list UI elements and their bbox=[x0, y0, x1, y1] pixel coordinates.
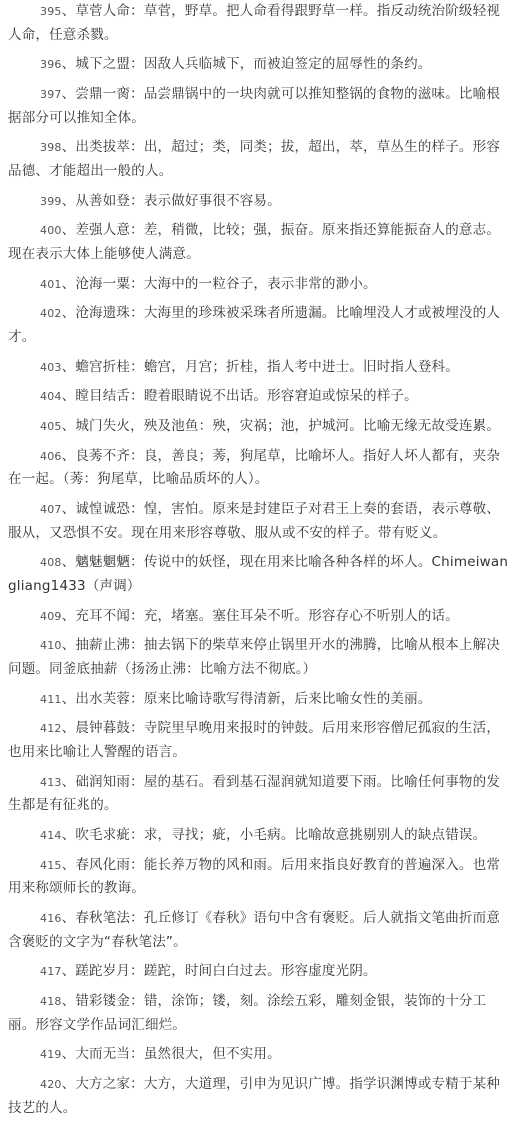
idiom-term: 础润知雨 bbox=[75, 773, 131, 790]
idiom-entry bbox=[8, 445, 509, 493]
idiom-term: 魑魅魍魉 bbox=[75, 554, 131, 571]
idiom-definition: ：蹉跎，时间白白过去。形容虚度光阴。 bbox=[130, 963, 377, 980]
entry-number: 408 bbox=[40, 556, 62, 570]
entry-separator: 、 bbox=[61, 358, 76, 375]
idiom-definition: ：差，稍微，比较；强，振奋。原来指还算能振奋人的意志。现在表示大体上能够使人满意。 bbox=[8, 222, 501, 263]
entry-number: 420 bbox=[40, 1078, 62, 1091]
idiom-term: 从善如登 bbox=[75, 192, 131, 209]
entry-separator: 、 bbox=[61, 85, 76, 102]
idiom-term: 大方之家 bbox=[75, 1076, 131, 1092]
entry-number: 409 bbox=[40, 609, 62, 623]
idiom-term: 充耳不闻 bbox=[75, 607, 131, 624]
idiom-term: 草菅人命 bbox=[75, 3, 131, 19]
entry-number: 413 bbox=[40, 775, 62, 789]
entry-number: 416 bbox=[40, 912, 62, 926]
idiom-definition: ：大海里的珍珠被采珠者所遗漏。比喻埋没人才或被埋没的人才。 bbox=[8, 305, 501, 346]
idiom-term: 春秋笔法 bbox=[75, 910, 131, 927]
idiom-definition: ：出，超过；类，同类；拔，超出，萃，草丛生的样子。形容品德、才能超出一般的人。 bbox=[8, 139, 501, 180]
entry-number: 406 bbox=[40, 449, 62, 463]
idiom-definition: ：传说中的妖怪，现在用来比喻各种各样的坏人。Chimeiwangliang1433（声调） bbox=[8, 554, 509, 595]
entry-separator: 、 bbox=[61, 305, 76, 322]
entry-number: 407 bbox=[40, 502, 62, 516]
idiom-definition: ：表示做好事很不容易。 bbox=[130, 192, 281, 209]
idiom-term: 诚惶诚恐 bbox=[75, 500, 131, 517]
idiom-term: 出水芙蓉 bbox=[75, 690, 131, 707]
entry-separator: 、 bbox=[61, 773, 76, 790]
idiom-term: 蟾宫折桂 bbox=[75, 358, 131, 375]
entry-number: 411 bbox=[40, 692, 62, 706]
idiom-definition: ：原来比喻诗歌写得清新，后来比喻女性的美丽。 bbox=[130, 690, 432, 707]
idiom-definition: ：良，善良；莠，狗尾草，比喻坏人。指好人坏人都有，夹杂在一起。（莠：狗尾草，比喻品质坏的人）。 bbox=[8, 447, 501, 488]
idiom-entry bbox=[8, 356, 509, 380]
entry-separator: 、 bbox=[61, 554, 76, 571]
entry-separator: 、 bbox=[61, 139, 76, 156]
entry-number: 419 bbox=[40, 1048, 62, 1062]
idiom-definition: ：求，寻找；疵，小毛病。比喻故意挑剔别人的缺点错误。 bbox=[130, 827, 487, 844]
idiom-definition: ：寺院里早晚用来报时的钟鼓。后用来形容僧尼孤寂的生活，也用来比喻让人警醒的语言。 bbox=[8, 720, 501, 761]
entry-number: 404 bbox=[40, 390, 62, 404]
entry-separator: 、 bbox=[61, 1046, 76, 1063]
entry-separator: 、 bbox=[61, 856, 76, 873]
idiom-definition: ：充，堵塞。塞住耳朵不听。形容存心不听别人的话。 bbox=[130, 607, 459, 624]
entry-separator: 、 bbox=[61, 720, 76, 737]
entry-number: 402 bbox=[40, 307, 62, 321]
idiom-definition: ：因敌人兵临城下，而被迫签定的屈辱性的条约。 bbox=[130, 56, 432, 73]
idiom-term: 良莠不齐 bbox=[75, 447, 131, 464]
idiom-entry bbox=[8, 634, 509, 682]
idiom-definition: ：孔丘修订《春秋》语句中含有褒贬。后人就指文笔曲折而意含褒贬的文字为“春秋笔法”。 bbox=[8, 910, 501, 950]
idiom-term: 瞠目结舌 bbox=[75, 388, 131, 405]
idiom-definition: ：错，涂饰；镂，刻。涂绘五彩，雕刻金银，装饰的十分工丽。形容文学作品词汇细烂。 bbox=[8, 993, 487, 1033]
entry-separator: 、 bbox=[61, 963, 76, 980]
idiom-definition: ：屋的基石。看到基石湿润就知道要下雨。比喻任何事物的发生都是有征兆的。 bbox=[8, 773, 501, 814]
entry-separator: 、 bbox=[61, 637, 76, 654]
idiom-definition: ：虽然很大，但不实用。 bbox=[130, 1046, 281, 1063]
entry-number: 418 bbox=[40, 995, 62, 1009]
idiom-entry bbox=[8, 1043, 509, 1067]
idiom-entry bbox=[8, 273, 509, 297]
idiom-term: 城下之盟 bbox=[75, 56, 131, 73]
entry-number: 396 bbox=[40, 58, 62, 72]
idiom-entry bbox=[8, 824, 509, 848]
idiom-definition: ：惶，害怕。原来是封建臣子对君王上奏的套语，表示尊敬、服从，又恐惧不安。现在用来形容尊敬、服从或不安的样子。带有贬义。 bbox=[8, 500, 501, 541]
entry-separator: 、 bbox=[61, 417, 76, 434]
entry-separator: 、 bbox=[61, 192, 76, 209]
idiom-entry bbox=[8, 854, 509, 902]
idiom-term: 沧海一粟 bbox=[75, 275, 131, 292]
entry-number: 400 bbox=[40, 224, 62, 238]
idiom-definition: ：殃，灾祸；池，护城河。比喻无缘无故受连累。 bbox=[198, 417, 501, 434]
idiom-definition: ：草菅，野草。把人命看得跟野草一样。指反动统治阶级轻视人命，任意杀戮。 bbox=[8, 3, 501, 43]
entry-separator: 、 bbox=[61, 827, 76, 844]
idiom-entry bbox=[8, 190, 509, 214]
idiom-definition: ：大海中的一粒谷子，表示非常的渺小。 bbox=[130, 275, 377, 292]
entry-number: 405 bbox=[40, 419, 62, 433]
entry-number: 397 bbox=[40, 87, 62, 101]
idiom-term: 沧海遗珠 bbox=[75, 305, 131, 322]
idiom-term: 尝鼎一脔 bbox=[75, 85, 131, 102]
idiom-entry bbox=[8, 53, 509, 77]
entry-separator: 、 bbox=[61, 275, 76, 292]
idiom-entry bbox=[8, 302, 509, 350]
entry-separator: 、 bbox=[61, 388, 76, 405]
entry-separator: 、 bbox=[61, 3, 76, 19]
entry-separator: 、 bbox=[61, 222, 76, 239]
idiom-definition: ：大方，大道理，引申为见识广博。指学识渊博或专精于某种技艺的人。 bbox=[8, 1076, 501, 1116]
entry-number: 414 bbox=[40, 829, 62, 843]
entry-separator: 、 bbox=[61, 910, 76, 927]
entry-separator: 、 bbox=[61, 690, 76, 707]
idiom-term: 错彩镂金 bbox=[75, 993, 131, 1010]
idiom-definition: ：蟾宫，月宫；折桂，指人考中进士。旧时指人登科。 bbox=[130, 358, 459, 375]
entry-separator: 、 bbox=[61, 1076, 76, 1092]
idiom-term: 抽薪止沸 bbox=[75, 637, 131, 654]
entry-number: 415 bbox=[40, 858, 62, 872]
idiom-entry bbox=[8, 551, 509, 599]
idiom-term: 城门失火，殃及池鱼 bbox=[75, 417, 199, 434]
idiom-entry bbox=[8, 717, 509, 765]
entry-separator: 、 bbox=[61, 993, 76, 1010]
entry-number: 417 bbox=[40, 965, 62, 979]
entry-number: 401 bbox=[40, 277, 62, 291]
idiom-term: 春风化雨 bbox=[75, 856, 131, 873]
idiom-term: 蹉跎岁月 bbox=[75, 963, 131, 980]
idiom-definition: ：能长养万物的风和雨。后用来指良好教育的普遍深入。也常用来称颂师长的教诲。 bbox=[8, 856, 501, 897]
idiom-entry bbox=[8, 688, 509, 712]
entry-separator: 、 bbox=[61, 607, 76, 624]
idiom-entry bbox=[8, 219, 509, 267]
idiom-entry bbox=[8, 1073, 509, 1121]
entry-number: 410 bbox=[40, 639, 62, 653]
idiom-definition: ：抽去锅下的柴草来停止锅里开水的沸腾，比喻从根本上解决问题。同釜底抽薪（扬汤止沸：比喻方法不彻底。） bbox=[8, 637, 501, 678]
idiom-definition: ：瞪着眼睛说不出话。形容窘迫或惊呆的样子。 bbox=[130, 388, 418, 405]
idiom-entry bbox=[8, 771, 509, 819]
idiom-term: 出类拔萃 bbox=[75, 139, 131, 156]
idiom-term: 差强人意 bbox=[75, 222, 131, 239]
entry-number: 399 bbox=[40, 194, 62, 208]
idiom-entry bbox=[8, 136, 509, 184]
entry-number: 412 bbox=[40, 722, 62, 736]
entry-separator: 、 bbox=[61, 447, 76, 464]
idiom-entry bbox=[8, 990, 509, 1038]
entry-separator: 、 bbox=[61, 56, 76, 73]
idiom-entry bbox=[8, 498, 509, 546]
idiom-term: 吹毛求疵 bbox=[75, 827, 131, 844]
idiom-entry bbox=[8, 83, 509, 131]
idiom-entry bbox=[8, 0, 509, 48]
idiom-entry bbox=[8, 960, 509, 984]
idiom-term: 大而无当 bbox=[75, 1046, 131, 1063]
entry-number: 395 bbox=[40, 5, 62, 18]
idiom-entry bbox=[8, 415, 509, 439]
entry-number: 403 bbox=[40, 360, 62, 374]
idiom-term: 晨钟暮鼓 bbox=[75, 720, 131, 737]
entry-number: 398 bbox=[40, 141, 62, 155]
entry-separator: 、 bbox=[61, 500, 76, 517]
idiom-entry bbox=[8, 385, 509, 409]
idiom-entry bbox=[8, 605, 509, 629]
idiom-entry bbox=[8, 907, 509, 955]
idiom-definition: ：品尝鼎锅中的一块肉就可以推知整锅的食物的滋味。比喻根据部分可以推知全体。 bbox=[8, 85, 501, 126]
